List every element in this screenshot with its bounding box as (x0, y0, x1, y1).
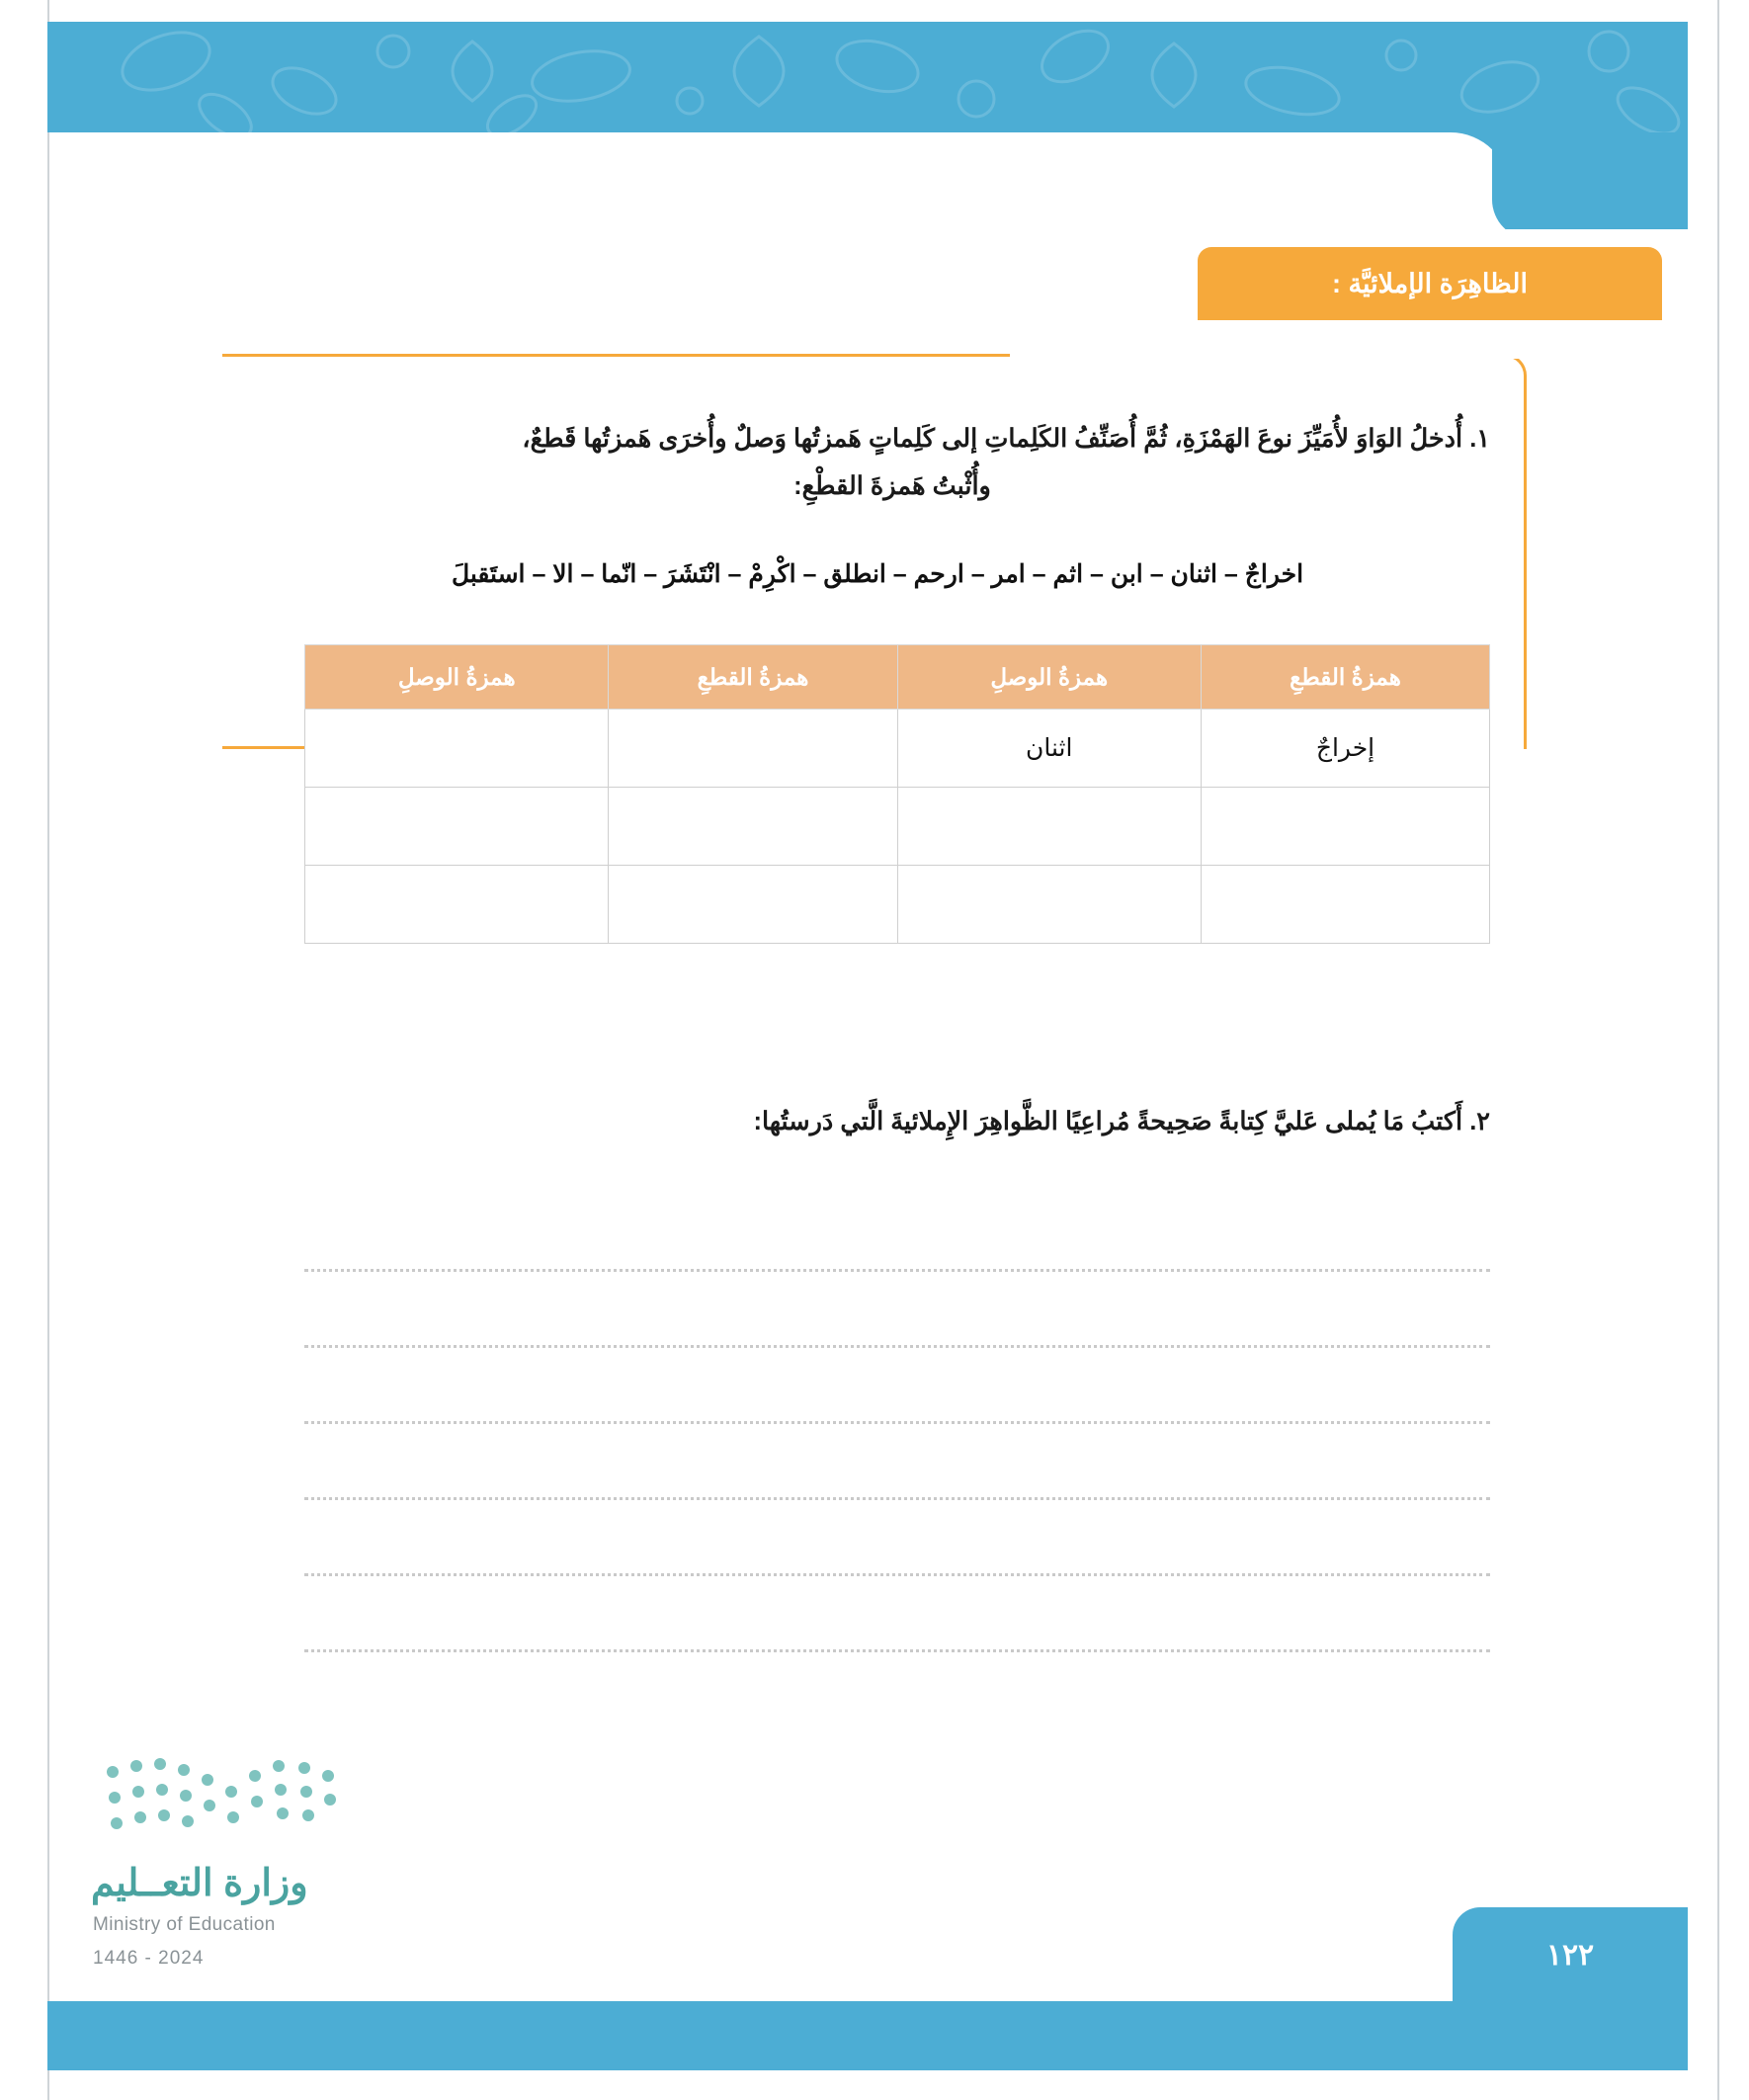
table-row (305, 866, 1490, 944)
ministry-logo (91, 1754, 466, 1991)
ministry-years: 2024 - 1446 (93, 1948, 205, 1969)
table-cell[interactable] (609, 788, 897, 866)
page-number-tab (1453, 1907, 1688, 2002)
ministry-name-en: Ministry of Education (93, 1914, 276, 1935)
section-title-text: الظاهِرَة الإملائيَّة : (1331, 268, 1529, 298)
answer-line[interactable] (304, 1424, 1490, 1500)
answer-lines (304, 1196, 1490, 1652)
table-cell[interactable]: اثنان (897, 710, 1201, 788)
answer-line[interactable] (304, 1272, 1490, 1348)
exercise-1-word-bank: اخراجٌ – اثنان – ابن – اثم – امر – ارحم – انطلق – اكْرِمْ – انْتَشَرَ – انّما – الا – استَقبلَ (451, 560, 1304, 588)
panel-cover-top (1010, 351, 1524, 359)
answer-line[interactable] (304, 1576, 1490, 1652)
table-header-cell: همزةُ القطعِ (1201, 645, 1489, 710)
table-cell[interactable] (1201, 866, 1489, 944)
ministry-name-ar: وزارة التعــليم (91, 1863, 308, 1904)
exercise-2-text: أَكتبُ مَا يُملى عَليَّ كِتابةً صَحِيحةً مُراعِيًا الظَّواهِرَ الإِملائيةَ الَّتي دَرستُها: (753, 1108, 1463, 1135)
table-cell[interactable] (305, 710, 609, 788)
table-cell[interactable] (897, 866, 1201, 944)
exercise-1-text-line1: أُدخلُ الوَاوَ لأُمَيِّزَ نوعَ الهَمْزَةِ، ثُمَّ أُصَنِّفُ الكَلِماتِ إلى كَلِماتٍ هَمزتُها وَصلٌ وأُخرَى هَمزتُها قَطعٌ، (522, 425, 1463, 453)
table-header-cell: همزةُ القطعِ (609, 645, 897, 710)
table-cell[interactable] (305, 866, 609, 944)
exercise-1-prompt (265, 415, 1490, 511)
table-cell[interactable] (897, 788, 1201, 866)
table-cell[interactable] (609, 866, 897, 944)
top-banner (47, 22, 1688, 229)
answer-line[interactable] (304, 1500, 1490, 1576)
exercise-2-number: ٢. (1469, 1108, 1490, 1135)
section-title-pill (1198, 247, 1662, 320)
exercise-1-number: ١. (1469, 425, 1490, 453)
table-cell[interactable]: إخراجٌ (1201, 710, 1489, 788)
crop-mark-left (47, 0, 49, 2100)
table-header-cell: همزةُ الوصلِ (305, 645, 609, 710)
answer-line[interactable] (304, 1348, 1490, 1424)
ministry-dots-icon (101, 1754, 358, 1853)
table-header-row (305, 645, 1490, 710)
table-row (305, 788, 1490, 866)
hamza-classification-table (304, 644, 1490, 944)
exercise-2-prompt (265, 1107, 1490, 1136)
table-cell[interactable] (1201, 788, 1489, 866)
answer-line[interactable] (304, 1196, 1490, 1272)
banner-pattern-icon (47, 22, 1688, 229)
table-header-cell: همزةُ الوصلِ (897, 645, 1201, 710)
crop-mark-right (1717, 0, 1719, 2100)
page-number: ١٢٢ (1545, 1938, 1595, 1972)
banner-lower-block (1492, 132, 1688, 229)
table-cell[interactable] (305, 788, 609, 866)
footer-bar (47, 2001, 1688, 2070)
exercise-1-text-line2: وأُثْبتُ هَمزةَ القطْعِ: (793, 472, 991, 501)
table-row (305, 710, 1490, 788)
table-cell[interactable] (609, 710, 897, 788)
